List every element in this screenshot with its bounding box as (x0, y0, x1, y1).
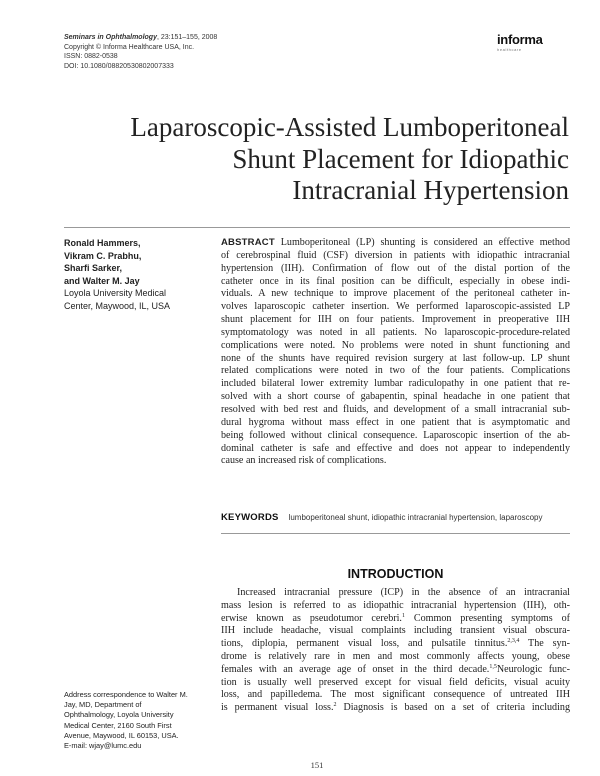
abstract-line: catheter once in its final position can be difficult, especially in obese indi- (221, 275, 570, 287)
intro-line (221, 587, 570, 600)
intro-text: erwise known as pseudotumor cerebri. (221, 612, 402, 624)
abstract-line: cause an increased risk of complications. (221, 455, 387, 467)
intro-text: IIH include headache, visual complaints including transient visual obscura- (221, 625, 570, 637)
author-affiliation: Loyola University Medical (64, 288, 167, 298)
abstract-line: viduals. A new technique to improve placement of the peritoneal catheter in- (221, 288, 570, 300)
abstract-label: ABSTRACT (221, 237, 275, 248)
abstract-line: being followed without clinical consequence. Laparoscopic insertion of the ab- (221, 429, 570, 441)
intro-line (221, 600, 570, 613)
copyright-line: Copyright © Informa Healthcare USA, Inc. (64, 43, 195, 51)
publisher-logo-sub: healthcare (497, 47, 522, 52)
citation-superscript: 2,3,4 (507, 638, 520, 645)
intro-line (221, 613, 570, 626)
abstract-line: shunt placement for IIH on four patients. Improvement in preoperative IIH (221, 314, 570, 326)
citation-superscript: 2 (333, 702, 337, 709)
intro-line (221, 677, 570, 690)
intro-text: tion is usually well preserved except for visual field deficits, visual acuity (221, 676, 570, 688)
journal-name: Seminars in Ophthalmology (64, 34, 157, 41)
abstract-line: none of the shunts have required revision surgery at last follow-up. LP shunt (221, 352, 570, 364)
address-line: Ophthalmology, Loyola University (64, 710, 174, 720)
title-line: Laparoscopic-Assisted Lumboperitoneal (130, 112, 569, 142)
intro-text: The syn- (519, 638, 570, 650)
publisher-logo (497, 33, 557, 52)
author-name: and Walter M. Jay (64, 275, 140, 286)
journal-citation: , 23:151–155, 2008 (156, 34, 218, 41)
abstract-line: volves laparoscopic catheter insertion. We performed laparoscopic-assisted LP (221, 301, 570, 313)
abstract-line: symptomatology was noted in all patients. No laparoscopic-procedure-related (221, 326, 570, 338)
abstract-line: solved with a short course of gabapentin, spinal headache in one patient that (221, 391, 570, 403)
intro-text: Common presenting symptoms of (404, 612, 570, 624)
abstract-line: related complications were noted in two of the four patients. Complications (221, 365, 570, 377)
intro-line (221, 625, 570, 638)
author-name: Ronald Hammers, (64, 238, 141, 248)
title-line: Intracranial Hypertension (292, 175, 569, 205)
author-affiliation: Center, Maywood, IL, USA (64, 300, 171, 311)
title-divider (64, 227, 570, 228)
keywords-label: KEYWORDS (221, 512, 279, 523)
intro-line (221, 689, 570, 702)
address-line: Jay, MD, Department of (64, 700, 142, 710)
abstract-line: of cerebrospinal fluid (CSF) diversion in patients with idiopathic intracranial (221, 249, 570, 261)
citation-superscript: 1,5 (489, 663, 497, 670)
intro-line (221, 651, 570, 664)
article-title (99, 112, 569, 207)
address-line: Address correspondence to Walter M. (64, 690, 188, 699)
abstract-line: hypertension (IIH). Confirmation of flow out of the distal portion of the (221, 262, 570, 274)
abstract-line: dominal catheter is safe and effective and does not appear to independently (221, 442, 570, 454)
keywords (221, 512, 581, 523)
citation-superscript: 1 (401, 612, 405, 619)
introduction-heading: INTRODUCTION (347, 567, 444, 581)
intro-text: drome is relatively rare in men and most commonly affects young, obese (221, 650, 570, 662)
intro-line (221, 702, 570, 715)
abstract-line: resolved with bed rest and fluids, and development of a small intracranial sub- (221, 403, 570, 415)
address-line: Avenue, Maywood, IL 60153, USA. (64, 730, 179, 740)
abstract-line: included bilateral lower extremity lumbar radiculopathy in one patient that re- (221, 378, 570, 390)
intro-text: loss, and papilledema. The most significant consequence of untreated IIH (221, 689, 570, 701)
journal-citation-line (64, 33, 364, 43)
intro-text: Neurologic func- (496, 663, 570, 675)
intro-text: Increased intracranial pressure (ICP) in the absence of an intracranial (237, 587, 570, 598)
abstract-line (221, 237, 570, 250)
introduction-body (221, 587, 570, 715)
abstract-line: complications were noted. No problems were noted in shunt functioning and (221, 339, 570, 351)
title-line: Shunt Placement for Idiopathic (232, 143, 569, 174)
keywords-text: lumboperitoneal shunt, idiopathic intracranial hypertension, laparoscopy (288, 513, 543, 522)
abstract (221, 237, 570, 468)
issn-line: ISSN: 0882-0538 (64, 53, 118, 61)
intro-text: Diagnosis is based on a set of criteria including (336, 702, 570, 714)
author-name: Sharfi Sarker, (64, 263, 123, 273)
intro-text: females with an average age of onset in the third decade. (221, 663, 490, 675)
address-line: Medical Center, 2160 South First (64, 720, 172, 730)
page-number: 151 (310, 760, 324, 770)
intro-line (221, 638, 570, 651)
intro-text: tions, diplopia, permanent visual loss, and pulsatile tinnitus. (221, 638, 508, 650)
doi-line: DOI: 10.1080/08820530802007333 (64, 62, 174, 70)
correspondence-address (64, 690, 204, 751)
author-name: Vikram C. Prabhu, (64, 250, 142, 261)
publisher-logo-word: informa (497, 32, 543, 47)
abstract-text: Lumboperitoneal (LP) shunting is considered an effective method (274, 237, 570, 248)
intro-line (221, 664, 570, 677)
journal-info (64, 33, 364, 71)
intro-text: mass lesion is referred to as idiopathic intracranial hypertension (IIH), oth- (221, 599, 570, 611)
abstract-line: dural hygroma without mass effect in one patient that is asymptomatic and (221, 416, 570, 428)
keywords-divider (221, 533, 570, 534)
intro-text: is permanent visual loss. (221, 702, 334, 714)
address-line: E-mail: wjay@lumc.edu (64, 741, 142, 751)
author-block (64, 237, 204, 312)
